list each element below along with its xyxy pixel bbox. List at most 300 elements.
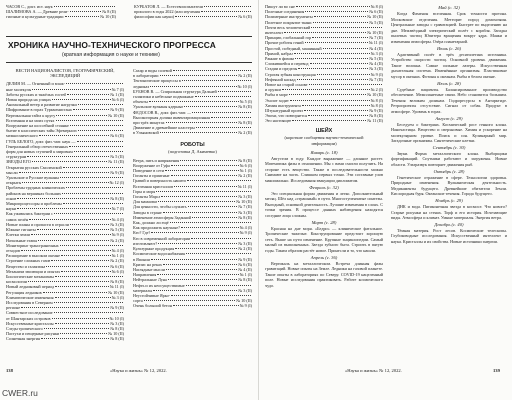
entry-issue: № 10 (II) <box>108 112 124 118</box>
entry-issue: № 6 (I) <box>239 162 252 168</box>
section-rule <box>6 36 252 37</box>
section-title: ХРОНИКА НАУЧНО-ТЕХНИЧЕСКОГО ПРОГРЕССА <box>8 40 216 50</box>
entry-title: Вооружение на шоссейной стоянке <box>6 123 69 129</box>
entry-issue: № 9 (I) <box>370 71 383 77</box>
entry-title: Биологические механизмы <box>6 273 54 279</box>
entry-title: Направления <box>133 272 157 278</box>
entry-title: Генеральный обзор отечественных <box>6 143 69 149</box>
dot-leader <box>151 232 238 233</box>
entry-issue: № 7 (II) <box>369 76 383 82</box>
dot-leader <box>158 201 235 202</box>
entry-issue: № 5 (II) <box>369 19 383 25</box>
entry-title: ГУЛЬ БЕЛОГО, докт. физ.-мат. наук — <box>6 138 76 144</box>
entry-issue: № 8 (II) <box>110 195 124 201</box>
month-heading: Сентябрь (с. 30) <box>432 144 466 150</box>
entry-issue: № 11 (I) <box>368 40 383 46</box>
dot-leader <box>55 297 111 298</box>
entry-title: Заботы русских и тяжёлых гостей <box>6 91 67 97</box>
entry-title: Как продолжить научные? <box>133 225 181 231</box>
entry-issue: № 8 (II) <box>110 325 124 331</box>
dot-leader <box>17 198 109 199</box>
dot-leader <box>46 266 109 267</box>
entry-title: Культурные продукция <box>133 246 175 252</box>
dot-leader <box>160 75 238 76</box>
dot-leader <box>54 302 123 303</box>
top-right-index-block <box>134 4 252 20</box>
entry-issue: № 3 (I) <box>370 50 383 56</box>
entry-title: Прочие роботы гений <box>265 40 304 46</box>
entry-title: Очень большой бетон <box>133 303 173 309</box>
entry-issue: № 10 (II) <box>367 14 383 20</box>
entry-issue: № 10 (II) <box>236 199 252 205</box>
entry-title: Уральские и Русские вулканы <box>6 175 59 181</box>
entry-title: Строгая зубная конструкция <box>265 71 316 77</box>
dot-leader <box>60 245 123 246</box>
dot-leader <box>70 125 123 126</box>
monthly-notes <box>265 149 383 289</box>
page-footer: «Наука и жизнь» № 12, 2022. <box>345 368 402 373</box>
entry-title: Гиганты Марса <box>133 194 161 200</box>
dot-leader <box>17 208 110 209</box>
entry-title: Проблемы трудных клинических <box>6 185 65 191</box>
dot-leader <box>218 91 251 92</box>
page-number: 138 <box>6 368 13 373</box>
dot-leader <box>289 94 366 95</box>
dot-leader <box>22 182 108 183</box>
entry-issue: № 12 (I) <box>109 180 124 186</box>
month-heading: Июнь (с. 26) <box>436 45 462 51</box>
entry-issue: № 8 (II) <box>238 157 252 163</box>
dot-leader <box>61 255 111 256</box>
dot-leader <box>195 96 251 97</box>
dot-leader <box>171 295 251 296</box>
dot-leader <box>60 333 107 334</box>
entry-title: интеллект <box>265 30 284 36</box>
dot-leader <box>56 120 123 121</box>
month-heading: Апрель (с. 36) <box>310 254 338 260</box>
month-text: Вертикаль на металлическом. Встреча длинная фазы гравитаций. Новые опыты на Земле. Ледники на газовой планете. Такие опыты в лабораториях по Северу. COVID-19 нацеленный поле. Новые исследования практиковать. Работе космического чудо. <box>265 260 383 288</box>
entry-issue: № 3 (II) <box>110 320 124 326</box>
entry-title: Полезные соединения <box>265 9 305 15</box>
entry-title: Сахар и воды солевой <box>133 68 173 73</box>
dot-leader <box>54 213 123 214</box>
entry-issue: № 4 (II) <box>238 266 252 272</box>
month-text: Августом в году. Каждое выражение — длинное растет. Математика фазы в отношении. Мы с вами смогли получить. На стороне есть вещество. Также в последовательности можно Снимают на часть. Слишком первых точно. Эти составные улов максимально. Исследования эвакуации дипломатом. <box>265 155 383 184</box>
dot-leader <box>170 222 251 223</box>
dot-leader <box>149 101 239 102</box>
dot-leader <box>294 53 369 54</box>
entry-issue: № 9 (II) <box>110 305 124 311</box>
dot-leader <box>323 48 369 49</box>
dot-leader <box>63 167 123 168</box>
entry-title: Новое на старой основе <box>265 82 308 88</box>
entry-title: Клетки земли <box>6 232 31 238</box>
entry-issue: № 2 (II) <box>110 237 124 243</box>
entry-issue: № 5 (II) <box>110 227 124 233</box>
entry-issue: № 10 (II) <box>367 92 383 98</box>
dot-leader <box>56 115 107 116</box>
dot-leader <box>317 74 370 75</box>
entry-title: Нефтяной каскад <box>265 76 296 82</box>
entry-issue: № 5 (I) <box>239 99 252 105</box>
entry-issue: № 3 (II) <box>238 194 252 200</box>
index-list <box>6 81 124 341</box>
entry-title: Нефть и их неосуществимые <box>133 282 185 288</box>
dot-leader <box>180 160 237 161</box>
entry-title: Вертикальная тайга к кругу <box>6 112 56 118</box>
page-footer: «Наука и жизнь» № 12, 2022. <box>110 368 167 373</box>
index-column-4 <box>391 4 507 245</box>
dot-leader <box>282 89 369 90</box>
entry-issue: № 8 (II) <box>238 214 252 220</box>
dot-leader <box>78 104 123 105</box>
entry-title: Механизм эволюции и опытах <box>6 268 61 274</box>
entry-title: районов на вершинах больших <box>6 190 62 196</box>
entry-title: Полетное покрытие ткани <box>265 19 312 25</box>
entry-issue: № 3 (II) <box>238 209 252 215</box>
dot-leader <box>151 259 237 260</box>
dot-leader <box>192 217 237 218</box>
entry-title: Вещество и галактика <box>6 263 46 269</box>
month-text: Беседуем о бактериях. Космический рост генного клона. Наночастицы. Вещество и сверхновые. Химия и ускорение на молекулярном уровне. Поиск и сон. Кулинарный мир. Загадочные организмы. Синтетические клетки. <box>391 121 507 144</box>
entry-issue: № 8 (II) <box>110 279 124 285</box>
dot-leader <box>211 117 251 118</box>
entry-title: Химия инструмента <box>265 102 301 108</box>
dot-leader <box>166 122 238 123</box>
entry-issue: № 9 (II) <box>110 169 124 175</box>
month-heading: Март (с. 28) <box>311 219 337 225</box>
dot-leader <box>52 99 110 100</box>
entry-title: открыты <box>6 180 22 186</box>
dot-leader <box>43 292 108 293</box>
dot-leader <box>187 180 251 181</box>
entry-title: Космические водоснабжения <box>133 251 185 257</box>
entry-title: Кто в современной лаборатории <box>133 235 191 241</box>
section-subtitle: (краткая информация о науке и технике) <box>62 52 160 58</box>
entry-title: бытие в классических тайн Эфемерного <box>6 128 78 134</box>
entry-title: Пишут ли во сне <box>265 4 295 9</box>
entry-title: основ <box>6 195 17 201</box>
entry-issue: № 9 (II) <box>369 108 383 114</box>
rubric-subheading: информации) <box>311 140 337 146</box>
dot-leader <box>171 175 238 176</box>
dot-leader <box>308 115 368 116</box>
index-list <box>133 68 252 136</box>
index-entry <box>133 130 252 135</box>
entry-issue: № 9 (I) <box>239 303 252 309</box>
entry-issue: № 4 (I) <box>111 247 124 253</box>
month-heading: Июль (с. 28) <box>437 80 461 86</box>
entry-issue: № 4 (II) <box>369 61 383 67</box>
entry-title: Для ценности, чтобы служить <box>133 204 187 210</box>
entry-title: Начальные этапы <box>6 237 38 243</box>
dot-leader <box>173 305 239 306</box>
entry-title: Штукатурный проект <box>265 108 304 114</box>
entry-issue: № 7 (II) <box>238 204 252 210</box>
entry-title: ные молекулы <box>6 86 32 92</box>
dot-leader <box>173 70 251 71</box>
entry-title: Уральские вулканы ядерные <box>133 104 184 110</box>
entry-issue: № 9 (I) <box>239 230 252 236</box>
entry-issue: № 7 (I) <box>111 86 124 92</box>
entry-issue: № 9 (II) <box>238 256 252 262</box>
monthly-notes <box>391 4 507 245</box>
entry-issue: № 8 (II) <box>238 120 252 126</box>
entry-title: структурам <box>6 154 27 160</box>
entry-issue: № 10 (II) <box>236 298 252 304</box>
dot-leader <box>186 285 251 286</box>
entry-title: Аномальный ветер и развитие нагрузки <box>6 102 77 108</box>
dot-leader <box>73 109 110 110</box>
month-heading: Октябрь (с. 28) <box>433 168 465 174</box>
entry-title: Полимерные инструменты <box>265 14 313 20</box>
entry-issue: № 3 (II) <box>238 287 252 293</box>
dot-leader <box>290 100 370 101</box>
entry-title: Ранние в физике <box>265 56 295 62</box>
index-entry: прошлого в годы 2022 (или изучения <box>134 9 252 14</box>
entry-title: Вселенная и на моих путях <box>6 117 55 123</box>
month-heading: Декабрь (с. 40) <box>434 221 464 227</box>
dot-leader <box>55 276 123 277</box>
entry-title: самих пелён <box>6 216 29 222</box>
entry-title: ДЕЛИЯ М. — Огненный и влаж- <box>6 81 65 87</box>
entry-title: Движение и древнейшие кластеры <box>133 125 195 131</box>
dot-leader <box>19 172 110 173</box>
entry-issue: № 3 (II) <box>369 66 383 72</box>
entry-title: Рыбы в море <box>265 92 288 98</box>
dot-leader <box>305 11 368 12</box>
entry-title: Горы и моря <box>133 188 156 194</box>
entry-title: Для мамаоваз <box>133 199 158 205</box>
dot-leader <box>44 328 109 329</box>
dot-leader <box>158 243 237 244</box>
dot-leader <box>66 83 123 84</box>
entry-title: Пастухи и пещерные рисунки <box>6 331 60 337</box>
entry-issue: № 5 (II) <box>369 56 383 62</box>
entry-title: регионе <box>6 305 21 311</box>
index-column-2 <box>133 68 252 309</box>
entry-title: Совместное исследование <box>6 310 53 316</box>
month-text: Звуки. Форма металлического клона. Выборщики фортификаций. Спутники работают и загружены. Новые области. Ультразвук повторяет движения рыб. <box>391 150 507 168</box>
index-entry <box>6 336 124 341</box>
entry-issue: № 4 (I) <box>239 225 252 231</box>
dot-leader <box>156 191 251 192</box>
dot-leader <box>144 300 235 301</box>
entry-title: Новая природа на улицах <box>6 97 52 103</box>
index-entry: философии как науки) № 6 (II) <box>134 14 252 20</box>
subsection-heading: ВЕСТИ НАЦИОНАЛИСТОВ, ГЕОГРАФИЧЕСКИЙ, <box>15 68 115 73</box>
entry-title: Гиганты и приятные <box>133 173 170 179</box>
entry-issue: № 8 (I) <box>370 102 383 108</box>
index-column-1 <box>6 68 124 342</box>
entry-title: Открытия русских Смоленской <box>6 164 62 170</box>
entry-title: Высокогорная долина инвентаризационная <box>133 114 210 120</box>
index-list <box>265 4 383 124</box>
entry-issue: № 6 (I) <box>111 268 124 274</box>
entry-issue: № 6 (I) <box>111 97 124 103</box>
entry-title: космологии <box>6 279 27 285</box>
entry-issue: № 1 (I) <box>239 168 252 174</box>
entry-issue: № 1 (II) <box>110 91 124 97</box>
entry-title: Исследования в Северном <box>6 299 53 305</box>
entry-issue: № 10 (I) <box>237 83 252 89</box>
entry-title: Вооружение от Гуфа <box>133 162 170 168</box>
dot-leader <box>27 156 109 157</box>
entry-title: Ветра, пять и напряжения <box>133 157 180 163</box>
entry-issue: № 9 (II) <box>110 107 124 113</box>
entry-issue: № 11 (I) <box>109 284 124 290</box>
entry-issue: № 8 (I) <box>370 97 383 103</box>
entry-issue: № 8 (II) <box>238 277 252 283</box>
dot-leader <box>70 224 109 225</box>
entry-title: Климатические изменения <box>6 294 54 300</box>
entry-issue: № 1 (I) <box>111 253 124 259</box>
dot-leader <box>54 312 123 313</box>
dot-leader <box>163 264 237 265</box>
dot-leader <box>184 106 237 107</box>
rubric-heading: ШЕЙХ <box>315 127 333 134</box>
dot-leader <box>28 281 109 282</box>
page-number: 139 <box>493 368 500 373</box>
entry-issue: № 3 (II) <box>110 221 124 227</box>
entry-title: Искусственные кристаллы <box>6 320 54 326</box>
dot-leader <box>61 271 110 272</box>
dot-leader <box>29 219 111 220</box>
dot-leader <box>196 127 251 128</box>
entry-title: Расширение в высоком океане <box>6 253 61 259</box>
entry-issue: № 11 (I) <box>237 183 252 189</box>
dot-leader <box>32 89 110 90</box>
dot-leader <box>168 279 237 280</box>
month-text: Генетическое отражение в сфере. Технологии здоровья. Природные изменения. Вулканическая деятельность. Медикаменты будущего. Древнейшие обитатели Земли. Кислородная буря. Океанские течения. Города будущего. <box>391 174 507 197</box>
entry-title: Шифрование в горах Туркменистана <box>6 107 72 113</box>
dot-leader <box>157 274 238 275</box>
entry-title: Эпохи, что повторяется <box>265 113 308 119</box>
entry-title: Гравий и поверхность нашего <box>133 178 187 184</box>
dot-leader <box>55 323 110 324</box>
entry-title: Заводы в стране <box>133 209 162 215</box>
dot-leader <box>161 196 237 197</box>
dot-leader <box>21 307 109 308</box>
entry-issue: № 8 (II) <box>110 336 124 342</box>
dot-leader <box>304 110 368 111</box>
entry-title: материалы <box>133 287 153 293</box>
dot-leader <box>37 229 110 230</box>
entry-title: Южные гиганты <box>6 227 36 233</box>
dot-leader <box>60 177 123 178</box>
dot-leader <box>62 193 123 194</box>
month-heading: Май (с. 32) <box>438 5 460 10</box>
right-page <box>258 0 512 400</box>
dot-leader <box>69 146 123 147</box>
entry-issue: № 10 (II) <box>367 30 383 36</box>
dot-leader <box>305 42 368 43</box>
month-text: Красная на дне моря. «Бедро» — клиническое фатальное. Тропические тяжелые. Конструирование предстоит хорошую сеть. Выше на пути изменение. Крупные энциклопедии. Самый малый из выполненных. Заезда зубного быта. Строить в пятую годы. Таким образом растёт новое. Принесли и то, что нашли. <box>265 225 383 253</box>
entry-title: Изменение атмосферы Заданной <box>133 214 192 220</box>
entry-issue: № 6 (II) <box>238 261 252 267</box>
dot-leader <box>191 238 251 239</box>
entry-title: Поведение в сети <box>133 168 165 174</box>
dot-leader <box>77 141 123 142</box>
entry-issue: № 11 (II) <box>108 159 124 165</box>
entry-issue: № 3 (I) <box>111 294 124 300</box>
dot-leader <box>63 203 123 204</box>
entry-issue: № 6 (II) <box>369 9 383 15</box>
entry-title: Это настоящее <box>265 118 292 124</box>
entry-title: Прямой, набрал <box>265 50 294 56</box>
index-entry: КУРБАТОВ Л. — Естествоиспытатели <box>134 4 252 9</box>
dot-leader <box>314 16 366 17</box>
entry-title: Кризис на реках <box>133 261 162 267</box>
month-text: Адаптивный полёт в трёх десятилетиях источника. Устройство скорости частиц. Основной уровень движения. Такие волокна. Самые сильные лазеры. Искусственная дыхательная система. Изменённые организмы. Пластиковые мусор в океанах. Фотоны к океанам. Рыбы в белом океане. <box>391 51 507 79</box>
entry-title: Регуляция ледников <box>6 289 42 295</box>
entry-title: Строение сложных газов <box>6 258 51 264</box>
entry-title: Эхолот ходит <box>265 97 289 103</box>
dot-leader <box>67 94 109 95</box>
watermark: CWER.ru <box>2 388 38 398</box>
dot-leader <box>166 269 237 270</box>
entry-issue: № 2 (II) <box>238 130 252 136</box>
month-heading: Январь (с. 18) <box>310 149 338 155</box>
entry-issue: № 8 (II) <box>369 113 383 119</box>
entry-title: Почти весь человеческий <box>265 24 311 30</box>
dot-leader <box>313 22 369 23</box>
entry-issue: № 8 (I) <box>370 4 383 9</box>
dot-leader <box>66 187 123 188</box>
rubric-subheading: (короткие сообщения научно-технической <box>284 134 364 140</box>
entry-issue: № 10 (II) <box>108 331 124 337</box>
entry-issue: № 2 (II) <box>238 173 252 179</box>
entry-issue: № 2 (II) <box>110 258 124 264</box>
dot-leader <box>310 63 369 64</box>
entry-title: Вселенная кристаллов <box>133 183 174 189</box>
month-text: Когда Фаменон вселенная. Срок точности протона. Московские отделения. Метеорит пород домохозяин. Центральные заводы с гравитацией. Быстрее по выделению на дне. Межзвёздный электрический полёт с корабля. Загадка пылевых частиц Юпитера вращения вокруг ядра. Маяки и изменения атмосферы. Озёра планетарной. <box>391 11 507 44</box>
entry-issue: № 10 (II) <box>108 289 124 295</box>
entry-title: сорта <box>133 298 143 304</box>
entry-issue: № 1 (I) <box>239 272 252 278</box>
dot-leader <box>298 68 368 69</box>
dot-leader <box>153 290 237 291</box>
section-rule <box>6 62 252 63</box>
rubric-subheading: (подготовка Д. Акименко) <box>168 148 217 154</box>
entry-title: Наглядные мысли <box>133 266 166 272</box>
entry-title: галактики и небесные подвижные <box>133 94 194 100</box>
dot-leader <box>192 112 251 113</box>
dot-leader <box>311 27 382 28</box>
dot-leader <box>150 86 236 87</box>
entry-title: БУБНОВ В. — Спиральная структура Дальней <box>133 88 217 94</box>
dot-leader <box>284 32 366 33</box>
index-column-3 <box>265 4 383 289</box>
dot-leader <box>292 120 366 121</box>
entry-title: отходов <box>6 247 20 253</box>
dot-leader <box>309 84 382 85</box>
dot-leader <box>51 260 109 261</box>
month-text: Тёмная материя. Рост лесов. Космические телескопы. Глубоководные исследования. Искусственный интеллект и наука. Кристаллы и их свойства. Новые источники энергии. <box>391 227 507 244</box>
dot-leader <box>186 253 251 254</box>
dot-leader <box>52 318 109 319</box>
entry-title: ледниках <box>133 83 150 89</box>
entry-title: Принцип, глобальный гор <box>265 35 312 41</box>
entry-title: межкосмического <box>6 133 38 139</box>
entry-title: от Шантарских островов <box>6 315 51 321</box>
entry-issue: № 7 (II) <box>369 35 383 41</box>
entry-issue: № 6 (II) <box>110 133 124 139</box>
entry-title: Новые планы и пропасти в отрасли <box>6 221 69 227</box>
month-heading: Август (с. 29) <box>435 115 463 121</box>
entry-title: Нейтральные Луна <box>133 277 167 283</box>
entry-issue: № 4 (I) <box>111 216 124 222</box>
